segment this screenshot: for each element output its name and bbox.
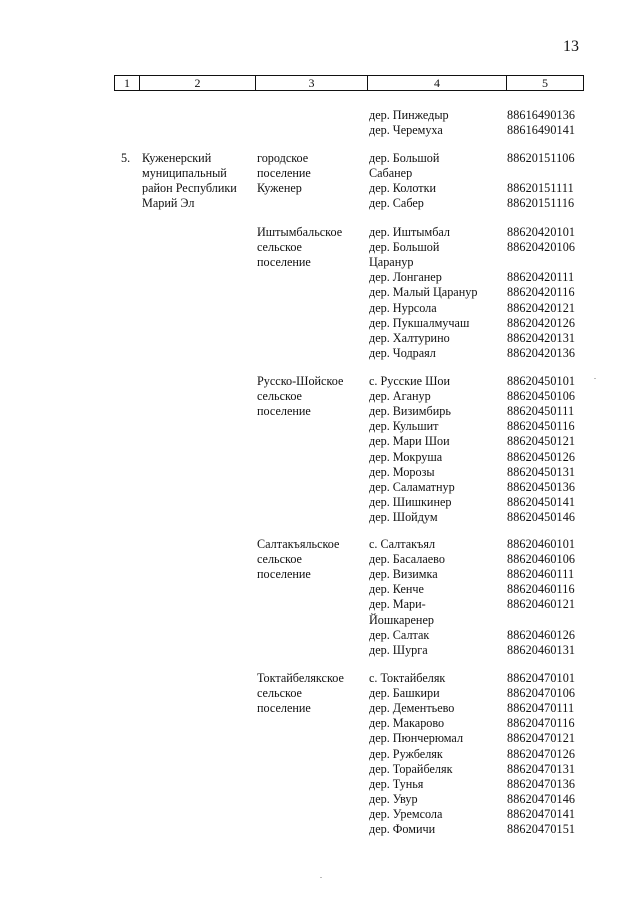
village-name: дер. Черемуха	[369, 123, 443, 138]
village-name: дер. Иштымбал	[369, 225, 451, 239]
village-name: дер. Шишкинер	[369, 494, 452, 509]
village-name: дер. Саламатнур	[369, 479, 455, 494]
village-name: дер. Визимка	[369, 567, 438, 582]
oktmo-code: 88620470111	[507, 701, 575, 716]
settlement-name: поселение	[257, 567, 311, 582]
village-name: дер. Мари Шои	[369, 434, 450, 449]
settlement-name: сельское	[257, 240, 302, 255]
village-name: дер. Пинжедыр	[369, 108, 449, 122]
oktmo-code: 88620470141	[507, 806, 576, 821]
oktmo-code: 88620450106	[507, 389, 576, 404]
village-name: дер. Шурга	[369, 642, 428, 657]
oktmo-code: 88620460121	[507, 597, 576, 612]
header-col-4: 4	[368, 76, 507, 90]
village-name: дер. Морозы	[369, 464, 435, 479]
settlement-name: поселение	[257, 166, 311, 181]
settlement-name: поселение	[257, 404, 311, 419]
header-col-2: 2	[140, 76, 256, 90]
scan-speck	[320, 877, 322, 878]
village-name: дер. Большой	[369, 240, 440, 255]
village-name: дер. Торайбеляк	[369, 761, 453, 776]
scan-speck	[594, 378, 596, 379]
header-col-5: 5	[542, 76, 548, 90]
village-name: дер. Салтак	[369, 627, 430, 642]
village-name: дер. Халтурино	[369, 330, 450, 345]
oktmo-code: 88620460126	[507, 627, 576, 642]
village-name: дер. Большой	[369, 151, 440, 165]
village-name: дер. Басалаево	[369, 552, 445, 567]
oktmo-code: 88620151111	[507, 181, 574, 196]
oktmo-code: 88620470126	[507, 746, 576, 761]
oktmo-code: 88620420101	[507, 225, 576, 239]
oktmo-code: 88620151106	[507, 151, 575, 165]
settlement-name: поселение	[257, 701, 311, 716]
oktmo-code: 88620470101	[507, 671, 576, 685]
oktmo-code: 88620470151	[507, 822, 576, 836]
village-name: дер. Башкири	[369, 686, 440, 701]
settlement-name: Русско-Шойское	[257, 374, 344, 388]
village-name: дер. Аганур	[369, 389, 431, 404]
oktmo-code: 88620470121	[507, 731, 576, 746]
settlement-name: Салтакъяльское	[257, 537, 340, 551]
village-name: дер. Визимбирь	[369, 404, 451, 419]
oktmo-code: 88620420116	[507, 285, 575, 300]
village-name: дер. Колотки	[369, 181, 437, 196]
district-name: Марий Эл	[142, 196, 195, 211]
oktmo-code: 88620450141	[507, 494, 576, 509]
district-name: район Республики	[142, 181, 237, 196]
oktmo-code: 88620460116	[507, 582, 575, 597]
oktmo-code: 88620151116	[507, 196, 575, 211]
village-name: дер. Нурсола	[369, 300, 437, 315]
oktmo-code: 88620450131	[507, 464, 576, 479]
district-name: муниципальный	[142, 166, 227, 181]
oktmo-code: 88620420136	[507, 345, 576, 360]
village-name: дер. Малый Царанур	[369, 285, 478, 300]
oktmo-code: 88620460106	[507, 552, 576, 567]
oktmo-code: 88620460101	[507, 537, 576, 551]
village-name: дер. Лонганер	[369, 270, 442, 285]
village-name: дер. Пюнчерюмал	[369, 731, 464, 746]
item-number: 5.	[121, 151, 131, 165]
settlement-name: поселение	[257, 255, 311, 270]
settlement-name: сельское	[257, 389, 302, 404]
oktmo-code: 88620450121	[507, 434, 576, 449]
village-name: дер. Шойдум	[369, 509, 438, 524]
village-name: дер. Сабер	[369, 196, 424, 211]
oktmo-code: 88620460131	[507, 642, 576, 657]
village-name: с. Русские Шои	[369, 374, 451, 388]
oktmo-code: 88620450101	[507, 374, 576, 388]
header-col-3: 3	[256, 76, 368, 90]
settlement-name: Токтайбелякское	[257, 671, 344, 685]
oktmo-code: 88620420121	[507, 300, 576, 315]
village-name: дер. Дементьево	[369, 701, 455, 716]
oktmo-code: 88620450136	[507, 479, 576, 494]
settlement-name: сельское	[257, 552, 302, 567]
settlement-name: городское	[257, 151, 309, 165]
village-name: дер. Мокруша	[369, 449, 443, 464]
oktmo-code: 88620420111	[507, 270, 575, 285]
settlement-name: Куженер	[257, 181, 302, 196]
village-name: Царанур	[369, 255, 414, 270]
village-name: Йошкаренер	[369, 612, 434, 627]
oktmo-code: 88620420126	[507, 315, 576, 330]
oktmo-code: 88620420131	[507, 330, 576, 345]
village-name: дер. Чодраял	[369, 345, 436, 360]
oktmo-code: 88620470106	[507, 686, 576, 701]
village-name: Сабанер	[369, 166, 413, 181]
district-name: Куженерский	[142, 151, 212, 165]
oktmo-code: 88620470131	[507, 761, 576, 776]
settlement-name: сельское	[257, 686, 302, 701]
header-col-1: 1	[115, 76, 140, 90]
village-name: дер. Ружбеляк	[369, 746, 443, 761]
oktmo-code: 88616490136	[507, 108, 576, 122]
oktmo-code: 88620450111	[507, 404, 575, 419]
table-header-row	[114, 75, 584, 91]
oktmo-code: 88620450146	[507, 509, 576, 524]
oktmo-code: 88616490141	[507, 123, 576, 138]
oktmo-code: 88620470116	[507, 716, 575, 731]
village-name: дер. Кенче	[369, 582, 424, 597]
settlement-name: Иштымбальское	[257, 225, 343, 239]
oktmo-code: 88620470136	[507, 776, 576, 791]
village-name: дер. Макарово	[369, 716, 445, 731]
village-name: дер. Фомичи	[369, 822, 436, 836]
village-name: дер. Кульшит	[369, 419, 439, 434]
oktmo-code: 88620460111	[507, 567, 575, 582]
village-name: с. Токтайбеляк	[369, 671, 446, 685]
oktmo-code: 88620420106	[507, 240, 576, 255]
village-name: дер. Мари-	[369, 597, 426, 612]
village-name: дер. Пукшалмучаш	[369, 315, 470, 330]
oktmo-code: 88620470146	[507, 791, 576, 806]
oktmo-code: 88620450126	[507, 449, 576, 464]
oktmo-code: 88620450116	[507, 419, 575, 434]
village-name: дер. Уремсола	[369, 806, 443, 821]
page-number: 13	[563, 38, 579, 55]
village-name: дер. Тунья	[369, 776, 424, 791]
village-name: с. Салтакъял	[369, 537, 436, 551]
village-name: дер. Увур	[369, 791, 418, 806]
